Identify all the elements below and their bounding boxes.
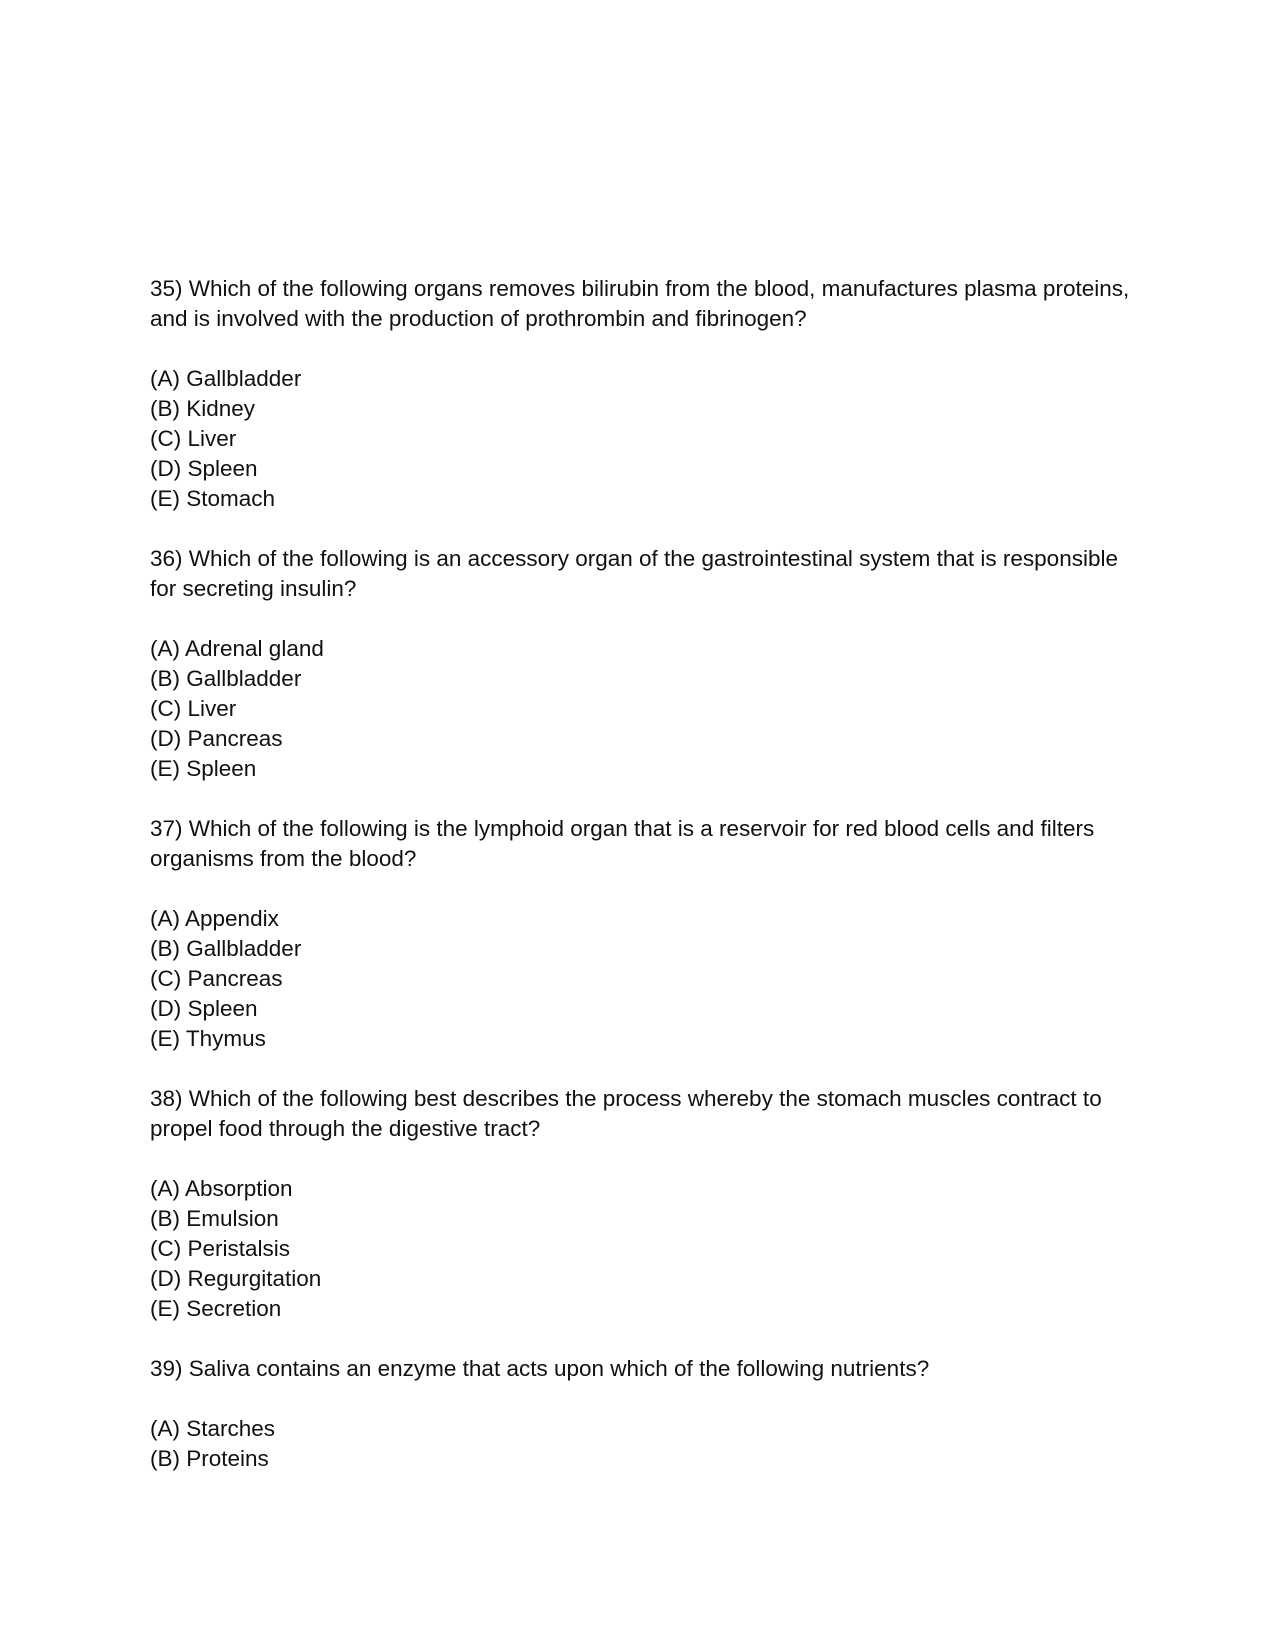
answer-option: (C) Pancreas	[150, 966, 283, 991]
answer-options	[150, 634, 1150, 784]
answer-option: (B) Proteins	[150, 1446, 269, 1471]
answer-option: (C) Liver	[150, 696, 237, 721]
answer-options	[150, 1174, 1150, 1324]
answer-options	[150, 364, 1150, 514]
answer-option: (B) Kidney	[150, 396, 256, 421]
answer-option: (B) Gallbladder	[150, 936, 302, 961]
answer-option: (D) Spleen	[150, 996, 258, 1021]
question-37	[150, 814, 1150, 1054]
answer-option: (E) Thymus	[150, 1026, 266, 1051]
answer-option: (A) Starches	[150, 1416, 276, 1441]
answer-options	[150, 1414, 1150, 1474]
answer-option: (C) Liver	[150, 426, 237, 451]
answer-option: (E) Secretion	[150, 1296, 282, 1321]
document-page	[150, 274, 1150, 1504]
question-text: 37) Which of the following is the lymphoid organ that is a reservoir for red blood cells and filters organisms from the blood?	[150, 816, 1095, 871]
answer-options	[150, 904, 1150, 1054]
answer-option: (B) Gallbladder	[150, 666, 302, 691]
question-36	[150, 544, 1150, 784]
question-text: 35) Which of the following organs removes bilirubin from the blood, manufactures plasma proteins, and is involved with the production of prothrombin and fibrinogen?	[150, 276, 1130, 331]
question-text: 38) Which of the following best describes the process whereby the stomach muscles contract to propel food through the digestive tract?	[150, 1086, 1102, 1141]
question-text: 39) Saliva contains an enzyme that acts upon which of the following nutrients?	[150, 1356, 930, 1381]
answer-option: (A) Adrenal gland	[150, 636, 324, 661]
answer-option: (A) Appendix	[150, 906, 279, 931]
answer-option: (D) Pancreas	[150, 726, 283, 751]
question-38	[150, 1084, 1150, 1324]
question-35	[150, 274, 1150, 514]
answer-option: (E) Stomach	[150, 486, 276, 511]
answer-option: (E) Spleen	[150, 756, 257, 781]
answer-option: (C) Peristalsis	[150, 1236, 291, 1261]
question-text: 36) Which of the following is an accessory organ of the gastrointestinal system that is responsible for secreting insulin?	[150, 546, 1118, 601]
answer-option: (A) Gallbladder	[150, 366, 302, 391]
answer-option: (D) Spleen	[150, 456, 258, 481]
answer-option: (B) Emulsion	[150, 1206, 279, 1231]
answer-option: (A) Absorption	[150, 1176, 293, 1201]
answer-option: (D) Regurgitation	[150, 1266, 322, 1291]
question-39	[150, 1354, 1150, 1474]
